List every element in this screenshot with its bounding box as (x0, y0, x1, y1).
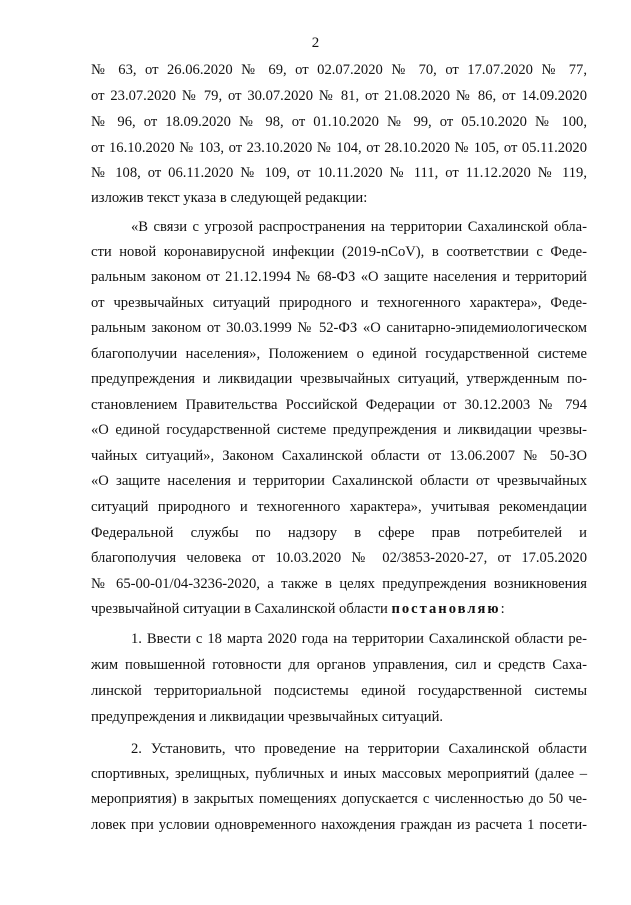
text-fragment: чрезвычайной ситуации в Сахалинской области (91, 601, 388, 617)
text-line: линской территориальной подсистемы единой государственной системы (91, 683, 587, 699)
text-line: «О защите населения и территории Сахалинской области от чрезвычайных (91, 473, 587, 489)
text-line: спортивных, зрелищных, публичных и иных массовых мероприятий (далее – (91, 766, 587, 782)
text-line: ситуаций природного и техногенного характера», учитывая рекомендации (91, 499, 587, 515)
text-line: от чрезвычайных ситуаций природного и техногенного характера», Феде- (91, 295, 587, 311)
text-line: мероприятия) в закрытых помещениях допускается с численностью до 50 че- (91, 791, 587, 807)
text-line: благополучии населения», Положением о единой государственной системе (91, 346, 587, 362)
text-line: сти новой коронавирусной инфекции (2019-nCoV), в соответствии с Феде- (91, 244, 587, 260)
text-line: «В связи с угрозой распространения на территории Сахалинской обла- (131, 219, 587, 235)
text-line: от 23.07.2020 № 79, от 30.07.2020 № 81, от 21.08.2020 № 86, от 14.09.2020 (91, 88, 587, 104)
text-line: предупреждения и ликвидации чрезвычайных ситуаций. (91, 709, 444, 725)
text-line: ральным законом от 21.12.1994 № 68-ФЗ «О защите населения и территорий (91, 269, 587, 285)
text-line: чайных ситуаций», Законом Сахалинской области от 13.06.2007 № 50-ЗО (91, 448, 587, 464)
text-line: № 108, от 06.11.2020 № 109, от 10.11.2020 № 111, от 11.12.2020 № 119, (91, 165, 587, 181)
page-number: 2 (311, 35, 320, 51)
text-line: Федеральной службы по надзору в сфере прав потребителей и (91, 525, 587, 541)
text-line: 2. Установить, что проведение на территории Сахалинской области (131, 741, 587, 757)
text-line: № 96, от 18.09.2020 № 98, от 01.10.2020 № 99, от 05.10.2020 № 100, (91, 114, 587, 130)
text-line: изложив текст указа в следующей редакции: (91, 190, 368, 206)
text-line: № 63, от 26.06.2020 № 69, от 02.07.2020 № 70, от 17.07.2020 № 77, (91, 62, 587, 78)
text-line: становлением Правительства Российской Федерации от 30.12.2003 № 794 (91, 397, 587, 413)
text-line: ральным законом от 30.03.1999 № 52-ФЗ «О санитарно-эпидемиологическом (91, 320, 587, 336)
text-line: 1. Ввести с 18 марта 2020 года на территории Сахалинской области ре- (131, 631, 587, 647)
text-line (91, 600, 587, 618)
text-line: предупреждения и ликвидации чрезвычайных ситуаций, утвержденным по- (91, 371, 587, 387)
text-line: от 16.10.2020 № 103, от 23.10.2020 № 104, от 28.10.2020 № 105, от 05.11.2020 (91, 140, 587, 156)
decree-word: постановляю (391, 601, 501, 617)
text-line: благополучия человека от 10.03.2020 № 02/3853-2020-27, от 17.05.2020 (91, 550, 587, 566)
text-line: № 65-00-01/04-3236-2020, а также в целях предупреждения возникновения (91, 576, 587, 592)
text-line: жим повышенной готовности для органов управления, сил и средств Саха- (91, 657, 587, 673)
decree-colon: : (500, 601, 505, 617)
text-line: «О единой государственной системе предупреждения и ликвидации чрезвы- (91, 422, 587, 438)
text-line: ловек при условии одновременного нахождения граждан из расчета 1 посети- (91, 817, 587, 833)
